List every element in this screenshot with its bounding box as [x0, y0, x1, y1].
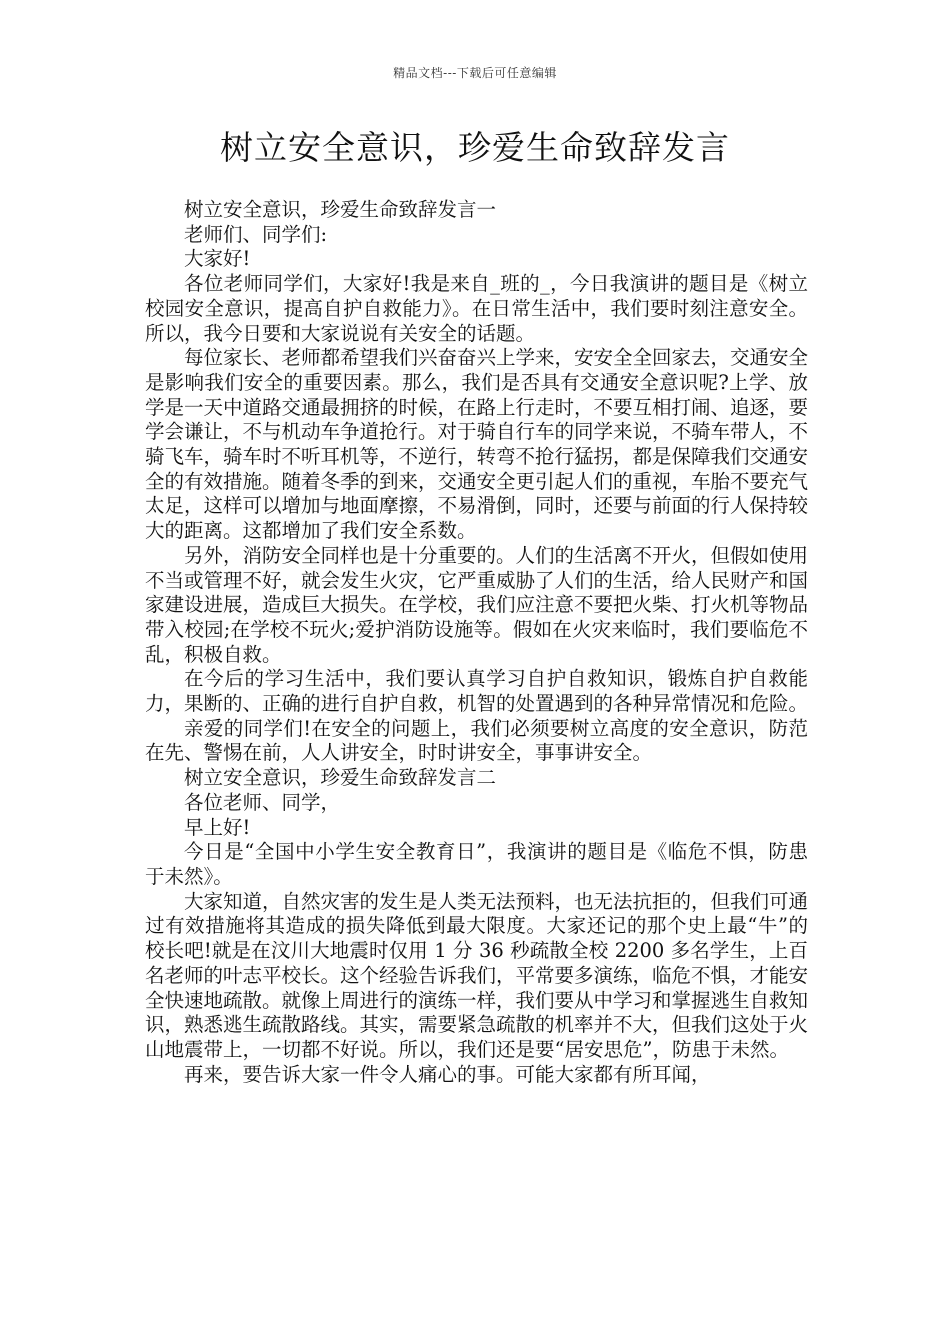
paragraph: 大家好! — [184, 247, 251, 271]
header-note: 精品文档---下载后可任意编辑 — [393, 66, 557, 80]
paragraph: 树立安全意识，珍爱生命致辞发言一 — [184, 198, 497, 221]
paragraph: 各位老师、同学， — [184, 790, 341, 814]
paragraph: 再来，要告诉大家一件令人痛心的事。可能大家都有所耳闻， — [184, 1062, 711, 1086]
paragraph: 各位老师同学们，大家好!我是来自_班的_，今日我演讲的题目是《树立校园安全意识，提高自护自救能力》。在日常生活中，我们要时刻注意安全。所以，我今日要和大家说说有关安全的话题。 — [145, 272, 808, 345]
paragraph: 早上好! — [184, 815, 251, 839]
paragraph: 亲爱的同学们!在安全的问题上，我们必须要树立高度的安全意识，防范在先、警惕在前，人人讲安全，时时讲安全，事事讲安全。 — [145, 716, 808, 765]
document-body — [145, 198, 808, 1087]
paragraph: 另外，消防安全同样也是十分重要的。人们的生活离不开火，但假如使用不当或管理不好，就会发生火灾，它严重威胁了人们的生活，给人民财产和国家建设进展，造成巨大损失。在学校，我们应注意不要把火柴、打火机等物品带入校园;在学校不玩火;爱护消防设施等。假如在火灾来临时，我们要临危不乱，积极自救。 — [145, 543, 809, 666]
paragraph: 大家知道，自然灾害的发生是人类无法预料，也无法抗拒的，但我们可通过有效措施将其造成的损失降低到最大限度。大家还记的那个史上最“牛”的校长吧!就是在汶川大地震时仅用 1 分 36 秒疏散全校 2200 多名学生，上百名老师的叶志平校长。这个经验告诉我们，平常要多演练，临危不惧，才能安全快速地疏散。就像上周进行的演练一样，我们要从中学习和掌握逃生自救知识，熟悉逃生疏散路线。其实，需要紧急疏散的机率并不大，但我们这处于火山地震带上，一切都不好说。所以，我们还是要“居安思危”，防患于未然。 — [145, 889, 809, 1061]
document-title: 树立安全意识，珍爱生命致辞发言 — [220, 128, 730, 167]
paragraph: 今日是“全国中小学生安全教育日”，我演讲的题目是《临危不惧，防患于未然》。 — [145, 840, 808, 888]
paragraph: 每位家长、老师都希望我们兴奋奋兴上学来，安安全全回家去，交通安全是影响我们安全的重要因素。那么，我们是否具有交通安全意识呢?上学、放学是一天中道路交通最拥挤的时候，在路上行走时，不要互相打闹、追逐，要学会谦让，不与机动车争道抢行。对于骑自行车的同学来说，不骑车带人，不骑飞车，骑车时不听耳机等，不逆行，转弯不抢行猛拐，都是保障我们交通安全的有效措施。随着冬季的到来，交通安全更引起人们的重视，车胎不要充气太足，这样可以增加与地面摩擦，不易滑倒，同时，还要与前面的行人保持较大的距离。这都增加了我们安全系数。 — [145, 346, 809, 543]
paragraph: 老师们、同学们: — [184, 222, 328, 246]
paragraph: 树立安全意识，珍爱生命致辞发言二 — [184, 766, 497, 790]
paragraph: 在今后的学习生活中，我们要认真学习自护自救知识，锻炼自护自救能力，果断的、正确的进行自护自救，机智的处置遇到的各种异常情况和危险。 — [145, 667, 809, 716]
